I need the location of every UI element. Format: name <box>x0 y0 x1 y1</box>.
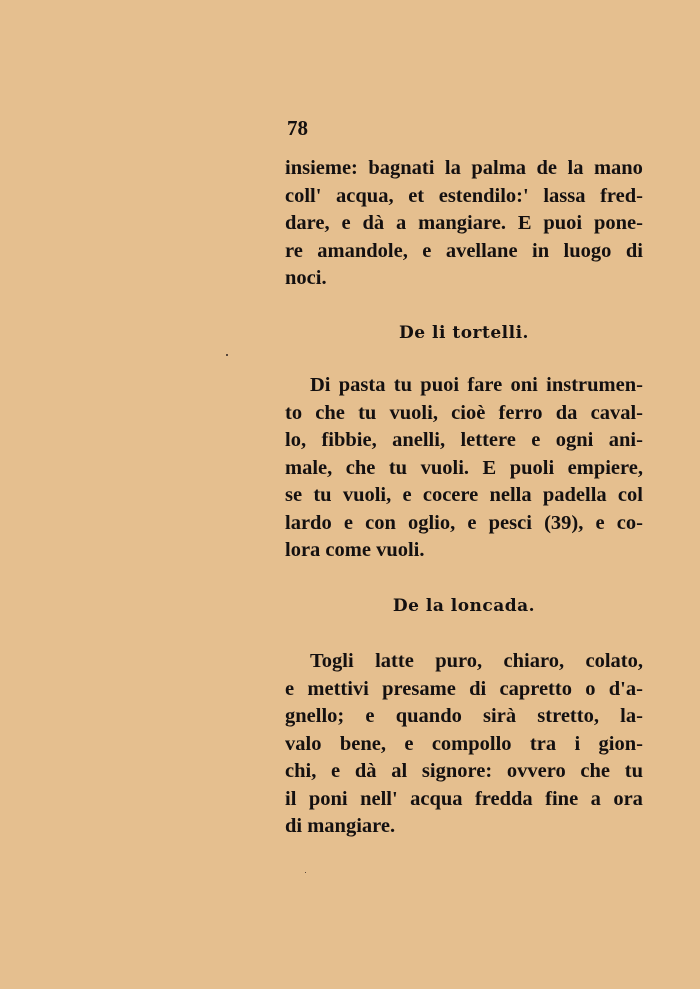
word: bene, <box>339 732 386 755</box>
word: in <box>532 239 550 262</box>
word: sirà <box>483 705 517 727</box>
word: estendilo:' <box>438 184 529 207</box>
paragraph-continuation <box>285 155 643 293</box>
text-line <box>285 758 643 786</box>
word: il <box>285 787 297 810</box>
word: tu <box>313 484 332 506</box>
word: cioè <box>451 401 486 424</box>
word: di <box>625 239 643 262</box>
word: fare <box>467 374 503 396</box>
word: vuoli, <box>342 484 392 506</box>
word: Di <box>310 374 331 396</box>
word: instrumen- <box>546 374 643 396</box>
word: mettivi <box>307 677 369 700</box>
text-line <box>285 731 643 759</box>
word: stretto, <box>537 705 599 727</box>
word: to <box>285 401 303 424</box>
word: con <box>365 511 396 534</box>
text-line: noci. <box>285 267 327 289</box>
word: e <box>285 677 295 700</box>
word: lardo <box>285 511 332 534</box>
word: bagnati <box>368 157 435 179</box>
word: tu <box>393 374 413 396</box>
word: male, <box>285 456 333 479</box>
word: palma <box>471 157 527 179</box>
word: gion- <box>598 732 643 755</box>
word: chi, <box>285 760 317 782</box>
word: fine <box>545 787 579 810</box>
word: i <box>574 732 581 755</box>
word: e <box>531 429 541 451</box>
word: ani- <box>608 429 643 451</box>
word: e <box>341 212 351 234</box>
text-line <box>285 400 643 428</box>
word: la <box>444 157 461 179</box>
text-line <box>285 648 643 676</box>
word: che <box>580 760 611 782</box>
word: padella <box>542 484 607 506</box>
word: quando <box>395 705 462 727</box>
word: puro, <box>435 650 483 672</box>
text-line: lora come vuoli. <box>285 539 425 561</box>
word: caval- <box>590 401 643 424</box>
word: fredda <box>474 787 533 810</box>
word: mano <box>593 157 643 179</box>
paragraph-loncada <box>285 648 643 841</box>
word: pone- <box>593 212 643 234</box>
text-line <box>285 455 643 483</box>
word: fred- <box>600 184 643 207</box>
word: d'a- <box>608 677 643 700</box>
word: se <box>285 484 303 506</box>
word: e <box>331 760 341 782</box>
text-line <box>285 482 643 510</box>
word: vuoli, <box>389 401 438 424</box>
word: dà <box>354 760 377 782</box>
word: re <box>285 239 303 262</box>
word: de <box>536 157 558 179</box>
text-line <box>285 676 643 704</box>
text-line: di mangiare. <box>285 815 396 837</box>
word: oni <box>510 374 538 396</box>
word: e <box>467 511 477 534</box>
text-line <box>285 238 643 266</box>
word: tra <box>529 732 557 755</box>
text-line <box>285 183 643 211</box>
word: nella <box>489 484 532 506</box>
word: dare, <box>285 212 330 234</box>
word: e <box>402 484 412 506</box>
text-line <box>285 786 643 814</box>
word: colato, <box>585 650 643 672</box>
text-line <box>285 155 643 183</box>
word: e <box>343 511 353 534</box>
text-line <box>285 372 643 400</box>
word: puoi <box>543 212 583 234</box>
word: a <box>395 212 407 234</box>
word: tu <box>388 456 408 479</box>
heading-tortelli: De li tortelli. <box>399 323 529 343</box>
word: fibbie, <box>321 429 377 451</box>
word: chiaro, <box>503 650 565 672</box>
word: e <box>422 239 432 262</box>
word: poni <box>308 787 348 810</box>
word: di <box>469 677 487 700</box>
word: nell' <box>360 787 398 810</box>
word: valo <box>285 732 322 755</box>
paragraph-tortelli <box>285 372 643 565</box>
word: da <box>555 401 578 424</box>
heading-loncada: De la loncada. <box>392 596 536 616</box>
word: tu <box>358 401 377 424</box>
word: dà <box>362 212 385 234</box>
text-line <box>285 210 643 238</box>
word: che <box>315 401 345 424</box>
word: lassa <box>543 184 586 207</box>
word: coll' <box>285 184 322 207</box>
page-number: 78 <box>287 116 308 140</box>
word: presame <box>382 677 456 700</box>
speck <box>305 872 306 873</box>
word: empiere, <box>567 456 643 479</box>
word: E <box>517 212 532 234</box>
word: signore: <box>421 760 493 782</box>
word: co- <box>616 511 643 534</box>
word: E <box>482 456 497 479</box>
word: lettere <box>460 429 516 451</box>
word: et <box>408 184 425 207</box>
word: al <box>391 760 408 782</box>
word: e <box>404 732 414 755</box>
word: avellane <box>445 239 518 262</box>
word: tu <box>624 760 643 782</box>
text-line <box>285 427 643 455</box>
word: gnello; <box>285 705 345 727</box>
word: lo, <box>285 429 307 451</box>
word: la- <box>620 705 643 727</box>
word: pesci <box>488 511 532 534</box>
word: cocere <box>422 484 479 506</box>
word: ferro <box>498 401 543 424</box>
word: la <box>567 157 584 179</box>
word: che <box>345 456 376 479</box>
word: col <box>617 484 643 506</box>
speck <box>226 354 228 356</box>
word: mangiare. <box>418 212 506 234</box>
word: puoli <box>509 456 555 479</box>
text-line <box>285 510 643 538</box>
word: luogo <box>563 239 612 262</box>
word: capretto <box>499 677 572 700</box>
word: ora <box>613 787 643 810</box>
word: latte <box>375 650 414 672</box>
word: e <box>595 511 605 534</box>
word: puoi <box>420 374 460 396</box>
word: ogni <box>555 429 594 451</box>
word: amandole, <box>317 239 408 262</box>
word: oglio, <box>407 511 456 534</box>
word: acqua <box>410 787 463 810</box>
word: acqua, <box>336 184 394 207</box>
word: a <box>590 787 601 810</box>
word: (39), <box>544 511 584 534</box>
word: anelli, <box>392 429 446 451</box>
text-line <box>285 703 643 731</box>
word: Togli <box>310 650 354 672</box>
word: pasta <box>338 374 386 396</box>
word: ovvero <box>506 760 566 782</box>
word: compollo <box>431 732 512 755</box>
word: vuoli. <box>420 456 470 479</box>
word: o <box>585 677 596 700</box>
word: e <box>365 705 375 727</box>
word: insieme: <box>285 157 358 179</box>
